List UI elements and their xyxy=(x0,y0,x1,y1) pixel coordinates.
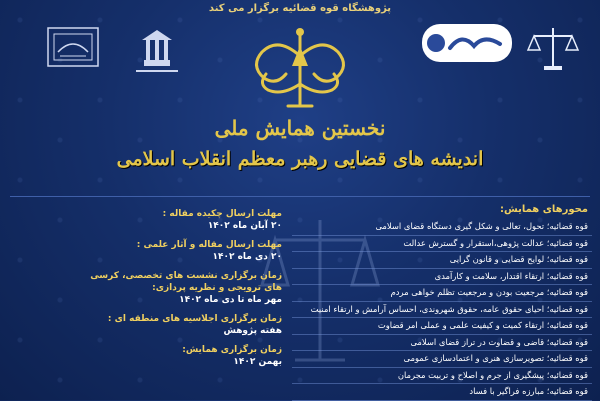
date-block xyxy=(82,208,282,232)
event-title-line2: اندیشه های قضایی رهبر معظم انقلاب اسلامی xyxy=(116,148,484,170)
axis-item: قوه قضائیه؛ عدالت پژوهی،استقرار و گسترش عدالت xyxy=(292,236,592,253)
date-label: مهلت ارسال چکیده مقاله : xyxy=(162,209,282,219)
event-title-line1: نخستین همایش ملی xyxy=(214,116,386,140)
axis-item: قوه قضائیه؛ ارتقاء کمیت و کیفیت علمی و عملی امر قضاوت xyxy=(292,318,592,335)
axis-item: قوه قضائیه؛ لوایح قضایی و قانون گرایی xyxy=(292,252,592,269)
judiciary-emblem-logo xyxy=(526,22,580,80)
axis-item: قوه قضائیه؛ احیای حقوق عامه، حقوق شهروندی، احساس آرامش و ارتقاء امنیت xyxy=(292,302,592,319)
date-label: زمان برگزاری اجلاسیه های منطقه ای : xyxy=(107,314,282,324)
date-block xyxy=(82,344,282,368)
date-value: ۲۰ آبان ماه ۱۴۰۲ xyxy=(207,221,282,231)
axis-item: قوه قضائیه؛ مبارزه فراگیر با فساد xyxy=(292,384,592,401)
date-value: ۲۰ دی ماه ۱۴۰۲ xyxy=(212,252,282,262)
date-value: مهر ماه تا دی ماه ۱۴۰۲ xyxy=(179,295,282,305)
axis-item: قوه قضائیه؛ قاضی و قضاوت در تراز قضای اسلامی xyxy=(292,335,592,352)
date-block xyxy=(82,313,282,337)
date-label: مهلت ارسال مقاله و آثار علمی : xyxy=(136,240,282,250)
axis-item: قوه قضائیه؛ تحول، تعالی و شکل گیری دستگاه قضای اسلامی xyxy=(292,219,592,236)
date-block xyxy=(82,239,282,263)
date-label: زمان برگزاری همایش: xyxy=(182,345,282,355)
date-value: بهمن ۱۴۰۲ xyxy=(233,357,282,367)
date-value: هفته پژوهش xyxy=(223,326,282,336)
date-block xyxy=(82,270,282,306)
judiciary-research-logo xyxy=(122,26,192,82)
axis-item: قوه قضائیه؛ پیشگیری از جرم و اصلاح و تربیت مجرمان xyxy=(292,368,592,385)
history-institute-logo xyxy=(28,22,118,78)
conference-axes xyxy=(292,204,592,401)
velayat-qaza-logo xyxy=(422,24,512,62)
islamic-ornament xyxy=(238,26,362,118)
important-dates xyxy=(82,208,282,375)
section-divider xyxy=(10,196,590,197)
axis-item: قوه قضائیه؛ مرجعیت بودن و مرجعیت تظلم خواهی مردم xyxy=(292,285,592,302)
axis-item: قوه قضائیه؛ ارتقاء اقتدار، سلامت و کارآمدی xyxy=(292,269,592,286)
date-label: زمان برگزاری نشست های تخصصی، کرسی های ترویجی و نظریه پردازی: xyxy=(90,271,282,293)
axis-item: قوه قضائیه؛ تصویرسازی هنری و اعتمادسازی عمومی xyxy=(292,351,592,368)
axes-heading: محورهای همایش: xyxy=(499,204,588,215)
organizer-banner: پژوهشگاه قوه قضائیه برگزار می کند xyxy=(208,3,392,14)
